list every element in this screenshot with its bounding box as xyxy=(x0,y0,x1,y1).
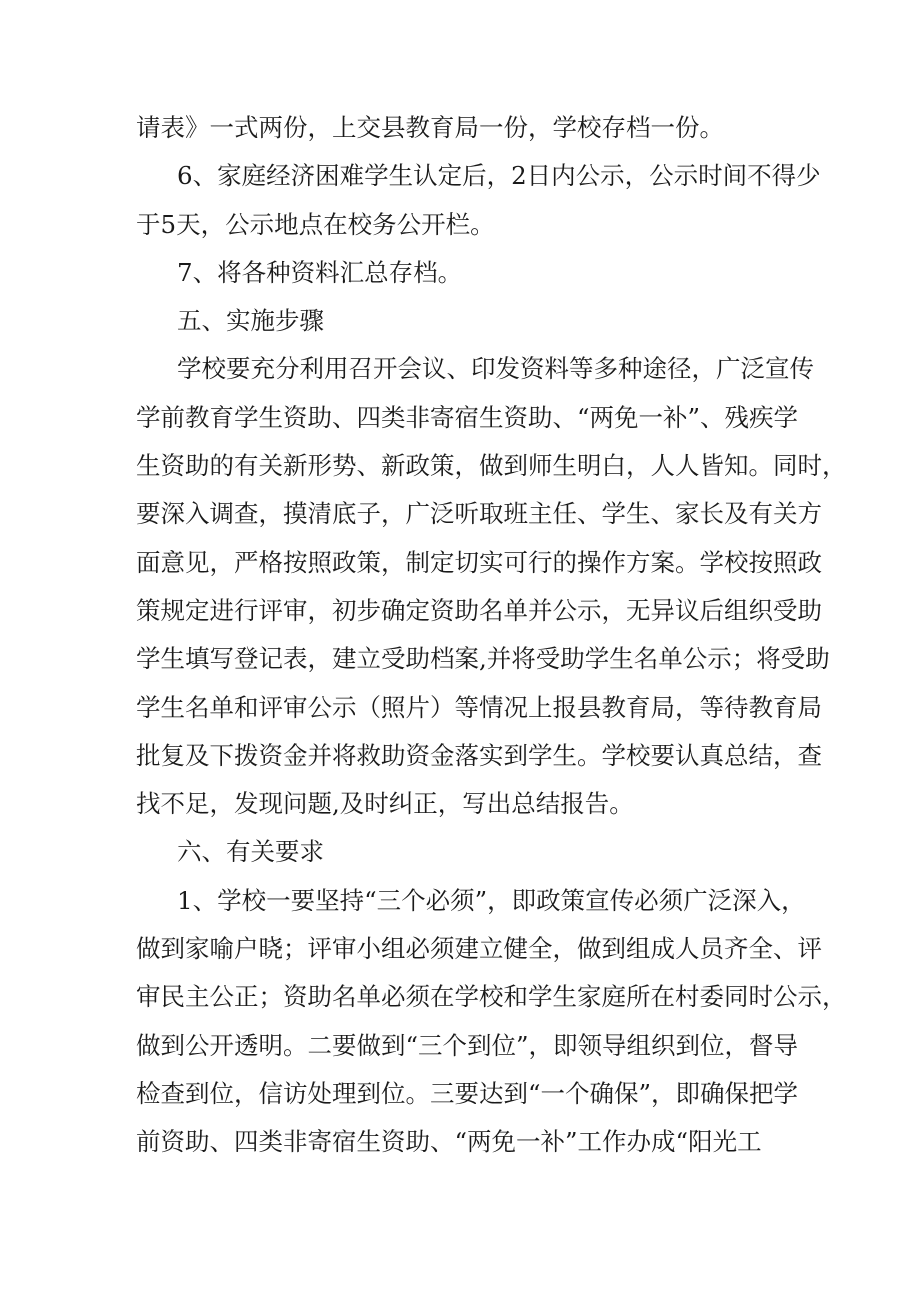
text-line-item-7: 7、将各种资料汇总存档。 xyxy=(177,257,463,287)
text-line: 策规定进行评审，初步确定资助名单并公示，无异议后组织受助 xyxy=(136,595,822,625)
text-line: 批复及下拨资金并将救助资金落实到学生。学校要认真总结，查 xyxy=(136,740,822,770)
section-heading-requirements: 六、有关要求 xyxy=(177,837,324,867)
text-line: 面意见，严格按照政策，制定切实可行的操作方案。学校按照政 xyxy=(136,547,822,577)
text-line: 于5天，公示地点在校务公开栏。 xyxy=(136,209,495,239)
section-heading-implementation-steps: 五、实施步骤 xyxy=(177,306,324,336)
document-body xyxy=(136,104,847,1167)
text-line: 检查到位，信访处理到位。三要达到“一个确保”，即确保把学 xyxy=(136,1078,799,1108)
text-line: 前资助、四类非寄宿生资助、“两免一补”工作办成“阳光工 xyxy=(136,1127,762,1157)
text-line: 学生填写登记表，建立受助档案,并将受助学生名单公示；将受助 xyxy=(136,644,830,674)
text-line: 找不足，发现问题,及时纠正，写出总结报告。 xyxy=(136,789,634,819)
text-line: 做到家喻户晓；评审小组必须建立健全，做到组成人员齐全、评 xyxy=(136,934,822,964)
text-line: 审民主公正；资助名单必须在学校和学生家庭所在村委同时公示， xyxy=(136,982,847,1012)
text-line-item-6: 6、家庭经济困难学生认定后，2日内公示，公示时间不得少 xyxy=(177,161,821,191)
text-line: 学前教育学生资助、四类非寄宿生资助、“两免一补”、残疾学 xyxy=(136,402,799,432)
text-line: 要深入调查，摸清底子，广泛听取班主任、学生、家长及有关方 xyxy=(136,499,822,529)
text-line: 做到公开透明。二要做到“三个到位”，即领导组织到位，督导 xyxy=(136,1030,799,1060)
text-line-continuation: 请表》一式两份，上交县教育局一份，学校存档一份。 xyxy=(136,113,724,142)
text-line: 学校要充分利用召开会议、印发资料等多种途径，广泛宣传 xyxy=(177,354,814,384)
text-line: 生资助的有关新形势、新政策，做到师生明白，人人皆知。同时， xyxy=(136,451,847,481)
text-line: 学生名单和评审公示（照片）等情况上报县教育局，等待教育局 xyxy=(136,692,822,722)
text-line-item-1: 1、学校一要坚持“三个必须”，即政策宣传必须广泛深入， xyxy=(177,885,806,915)
